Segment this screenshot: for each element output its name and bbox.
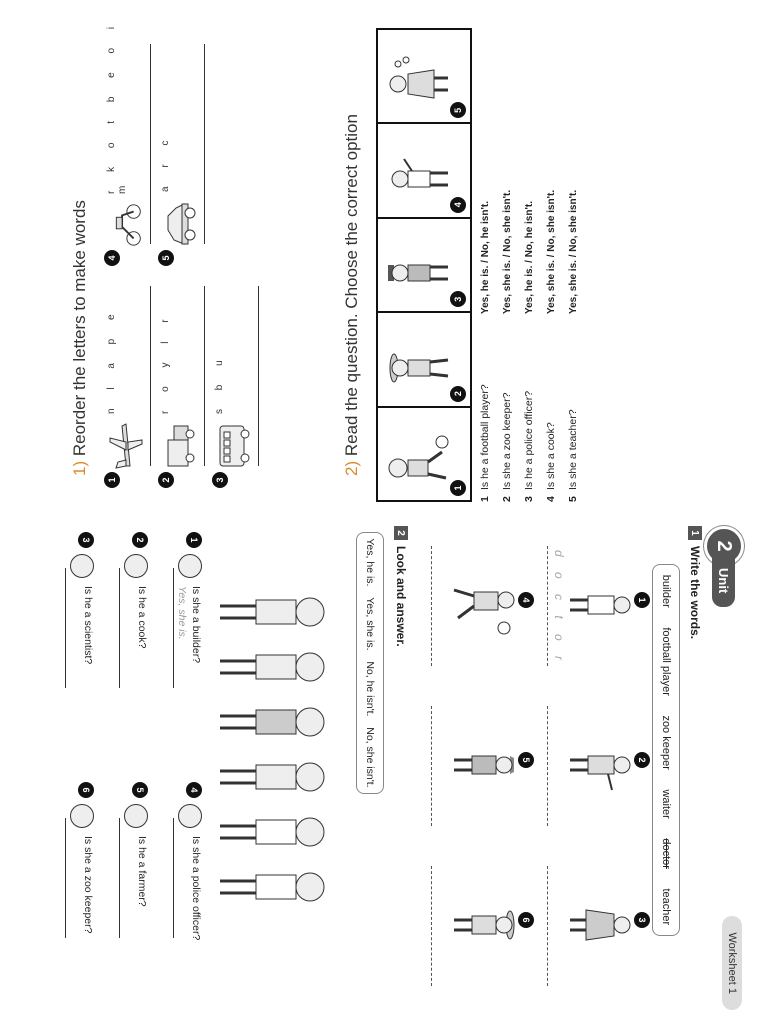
task1-title: 1) Reorder the letters to make words <box>70 200 89 476</box>
football-icon <box>436 436 448 448</box>
grid-cell-2: 2 <box>538 690 650 840</box>
waiter-figure <box>568 730 632 800</box>
answer-line[interactable] <box>173 818 174 938</box>
car-icon <box>158 200 198 248</box>
grid-cell-1: 1 d o c t o r <box>538 530 650 680</box>
write-line[interactable] <box>547 866 548 986</box>
unit-badge: 2 Unit <box>704 526 744 607</box>
football-icon <box>498 622 510 634</box>
grid-cell-6: 6 <box>422 850 534 1000</box>
cook-figure <box>386 147 450 207</box>
zoo-keeper-figure <box>452 890 516 960</box>
answer-line[interactable] <box>173 568 174 688</box>
doctor-figure <box>568 570 632 640</box>
face-icon <box>124 804 148 828</box>
answer-line[interactable] <box>65 568 66 688</box>
picture-cell: 5 <box>378 30 470 122</box>
occupation-grid <box>420 530 650 1000</box>
section2-heading: 2 Look and answer. <box>394 526 408 647</box>
answer-line[interactable] <box>119 568 120 688</box>
qa-item-4: 4 Is she a police officer? <box>178 782 202 956</box>
lorry-icon <box>158 422 198 470</box>
picture-cell: 1 <box>378 406 470 500</box>
question-list <box>474 32 584 502</box>
picture-cell: 2 <box>378 311 470 405</box>
reorder-item-3: 3 s b u <box>212 352 252 488</box>
teacher-figure <box>568 890 632 960</box>
answer-line <box>204 44 205 244</box>
question-row: 1 Is he a football player? Yes, he is. / No, he isn't. <box>479 201 491 502</box>
police-officer-figure <box>386 241 450 301</box>
word-bank: builder football player zoo keeper waiter doctor teacher <box>652 564 680 936</box>
answer-bank: Yes, he is. Yes, she is. No, he isn't. No, she isn't. <box>356 532 384 794</box>
football-player-figure <box>386 430 450 490</box>
qa-item-1: 1 Is she a builder? Yes, she is. <box>176 532 202 706</box>
write-line[interactable] <box>547 546 548 666</box>
answer-line <box>204 286 205 466</box>
answer-line <box>150 286 151 466</box>
teacher-figure <box>386 52 450 112</box>
football-player-figure <box>452 570 516 640</box>
answer-line <box>150 44 151 244</box>
bottom-worksheet-panel <box>0 512 768 1024</box>
picture-cell: 3 <box>378 217 470 311</box>
qa-item-5: 5 Is he a farmer? <box>124 782 148 956</box>
face-icon <box>178 554 202 578</box>
question-row: 5 Is she a teacher? Yes, she is. / No, she isn't. <box>567 189 579 502</box>
answer-line[interactable] <box>65 818 66 938</box>
unit-worksheet-page <box>0 512 768 1024</box>
reorder-item-4: 4 r k o t b e o i m <box>104 0 144 266</box>
question-row: 4 Is she a cook? Yes, she is. / No, she isn't. <box>545 189 557 502</box>
face-icon <box>70 804 94 828</box>
qa-item-3: 3 Is he a scientist? <box>70 532 94 706</box>
group-of-children-illustration <box>212 582 332 932</box>
reorder-item-2: 2 r o y l r <box>158 311 198 488</box>
write-line[interactable] <box>431 706 432 826</box>
plane-icon <box>104 422 144 470</box>
bus-icon <box>212 422 252 470</box>
face-icon <box>178 804 202 828</box>
write-line[interactable] <box>431 546 432 666</box>
reorder-item-5: 5 a r c <box>158 133 198 266</box>
picture-strip <box>376 28 472 502</box>
builder-figure <box>452 730 516 800</box>
worksheet-label: Worksheet 1 <box>722 916 742 1010</box>
motorbike-icon <box>104 202 144 248</box>
answer-line <box>258 286 259 466</box>
question-row: 2 Is she a zoo keeper? Yes, she is. / No, she isn't. <box>501 189 513 502</box>
face-icon <box>124 554 148 578</box>
qa-item-2: 2 Is he a cook? <box>124 532 148 706</box>
face-icon <box>70 554 94 578</box>
answer-line[interactable] <box>119 818 120 938</box>
section1-heading: 1 Write the words. <box>688 526 702 639</box>
grid-cell-4: 4 <box>422 530 534 680</box>
question-row: 3 Is he a police officer? Yes, he is. / No, he isn't. <box>523 201 535 502</box>
zoo-keeper-figure <box>386 336 450 396</box>
grid-cell-3: 3 <box>538 850 650 1000</box>
picture-cell: 4 <box>378 122 470 216</box>
write-line[interactable] <box>431 866 432 986</box>
grid-cell-5: 5 <box>422 690 534 840</box>
reorder-item-1: 1 n l a p e <box>104 306 144 488</box>
qa-item-6: 6 Is she a zoo keeper? <box>70 782 94 956</box>
task2-title: 2) Read the question. Choose the correct option <box>342 114 361 476</box>
write-line[interactable] <box>547 706 548 826</box>
